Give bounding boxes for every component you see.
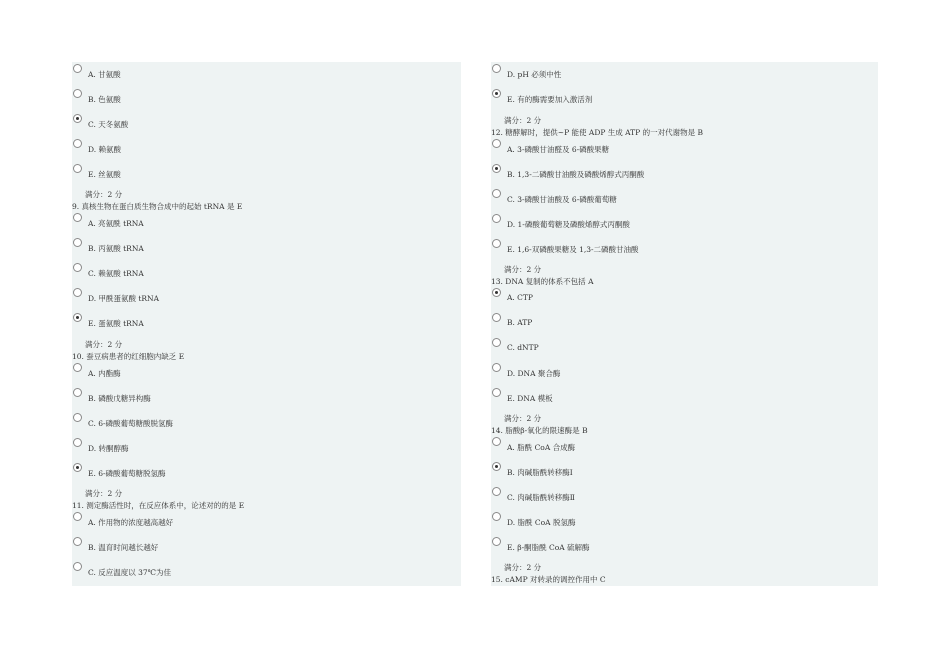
radio-button[interactable]	[492, 189, 501, 198]
question-14-text: 14. 脂酸β-氧化的限速酶是 B	[491, 426, 588, 435]
option-label: E. 6-磷酸葡萄糖脱氢酶	[88, 469, 166, 478]
radio-button[interactable]	[73, 562, 82, 571]
question-15-text: 15. cAMP 对转录的调控作用中 C	[491, 575, 606, 584]
option-label: D. 赖氨酸	[88, 145, 122, 154]
score-label: 满分：2 分	[504, 116, 542, 125]
radio-button[interactable]	[73, 463, 82, 472]
radio-button[interactable]	[492, 139, 501, 148]
option-label: D. pH 必须中性	[507, 70, 562, 79]
option-label: A. 亮氨酰 tRNA	[88, 219, 144, 228]
radio-button[interactable]	[73, 64, 82, 73]
option-label: A. 内酯酶	[88, 369, 121, 378]
question-12-text: 12. 糖酵解时，提供~P 能使 ADP 生成 ATP 的一对代谢物是 B	[491, 128, 703, 137]
option-label: B. 丙氨酸 tRNA	[88, 244, 144, 253]
option-label: E. 有的酶需要加入激活剂	[507, 95, 593, 104]
radio-button[interactable]	[73, 164, 82, 173]
right-column	[491, 62, 878, 586]
radio-button[interactable]	[492, 214, 501, 223]
radio-button[interactable]	[492, 388, 501, 397]
option-label: D. 转酮醇酶	[88, 444, 129, 453]
option-label: A. 作用物的浓度越高越好	[88, 518, 174, 527]
option-label: A. CTP	[507, 293, 533, 302]
option-label: B. 磷酸戊糖异构酶	[88, 394, 151, 403]
radio-button[interactable]	[73, 438, 82, 447]
option-label: C. 肉碱脂酰转移酶Ⅱ	[507, 493, 575, 502]
option-label: A. 甘氨酸	[88, 70, 121, 79]
question-11-text: 11. 测定酶活性时，在反应体系中，论述对的的是 E	[72, 501, 245, 510]
question-9-text: 9. 真核生物在蛋白质生物合成中的起始 tRNA 是 E	[72, 202, 243, 211]
left-column	[72, 62, 461, 586]
option-label: D. 1-磷酸葡萄糖及磷酸烯醇式丙酮酸	[507, 220, 630, 229]
radio-button[interactable]	[492, 89, 501, 98]
option-label: E. 丝氨酸	[88, 170, 121, 179]
radio-button[interactable]	[492, 437, 501, 446]
score-label: 满分：2 分	[85, 340, 123, 349]
radio-button[interactable]	[492, 338, 501, 347]
option-label: E. 1,6-双磷酸果糖及 1,3-二磷酸甘油酸	[507, 245, 639, 254]
radio-button[interactable]	[492, 239, 501, 248]
radio-button[interactable]	[492, 512, 501, 521]
radio-button[interactable]	[73, 413, 82, 422]
radio-button[interactable]	[73, 213, 82, 222]
option-label: B. 温育时间越长越好	[88, 543, 159, 552]
option-label: C. 赖氨酸 tRNA	[88, 269, 144, 278]
radio-button[interactable]	[492, 164, 501, 173]
option-label: A. 脂酰 CoA 合成酶	[507, 443, 576, 452]
option-label: C. 反应温度以 37℃为佳	[88, 568, 172, 577]
score-label: 满分：2 分	[504, 563, 542, 572]
question-10-text: 10. 蚕豆病患者的红细胞内缺乏 E	[72, 352, 185, 361]
option-label: D. 脂酰 CoA 脱氢酶	[507, 518, 576, 527]
option-label: A. 3-磷酸甘油醛及 6-磷酸果糖	[507, 145, 610, 154]
radio-button[interactable]	[73, 512, 82, 521]
radio-button[interactable]	[492, 313, 501, 322]
radio-button[interactable]	[492, 462, 501, 471]
question-13-text: 13. DNA 复制的体系不包括 A	[491, 277, 594, 286]
radio-button[interactable]	[492, 487, 501, 496]
radio-button[interactable]	[492, 363, 501, 372]
option-label: E. 蛋氨酸 tRNA	[88, 319, 144, 328]
radio-button[interactable]	[73, 537, 82, 546]
option-label: B. ATP	[507, 318, 533, 327]
score-label: 满分：2 分	[504, 265, 542, 274]
score-label: 满分：2 分	[504, 414, 542, 423]
radio-button[interactable]	[73, 388, 82, 397]
option-label: E. β-酮脂酰 CoA 硫解酶	[507, 543, 590, 552]
option-label: C. 6-磷酸葡萄糖酸脱氢酶	[88, 419, 174, 428]
option-label: C. 3-磷酸甘油酸及 6-磷酸葡萄糖	[507, 195, 617, 204]
option-label: B. 色氨酸	[88, 95, 121, 104]
radio-button[interactable]	[73, 313, 82, 322]
radio-button[interactable]	[492, 537, 501, 546]
score-label: 满分：2 分	[85, 489, 123, 498]
radio-button[interactable]	[73, 263, 82, 272]
option-label: C. dNTP	[507, 343, 539, 352]
radio-button[interactable]	[73, 238, 82, 247]
radio-button[interactable]	[73, 288, 82, 297]
score-label: 满分：2 分	[85, 190, 123, 199]
option-label: E. DNA 模板	[507, 394, 553, 403]
radio-button[interactable]	[73, 139, 82, 148]
radio-button[interactable]	[492, 64, 501, 73]
option-label: B. 1,3-二磷酸甘油酸及磷酸烯醇式丙酮酸	[507, 170, 645, 179]
option-label: C. 天冬氨酸	[88, 120, 129, 129]
radio-button[interactable]	[492, 288, 501, 297]
radio-button[interactable]	[73, 363, 82, 372]
radio-button[interactable]	[73, 89, 82, 98]
option-label: D. DNA 聚合酶	[507, 369, 561, 378]
radio-button[interactable]	[73, 114, 82, 123]
option-label: B. 肉碱脂酰转移酶Ⅰ	[507, 468, 573, 477]
option-label: D. 甲酰蛋氨酸 tRNA	[88, 294, 160, 303]
